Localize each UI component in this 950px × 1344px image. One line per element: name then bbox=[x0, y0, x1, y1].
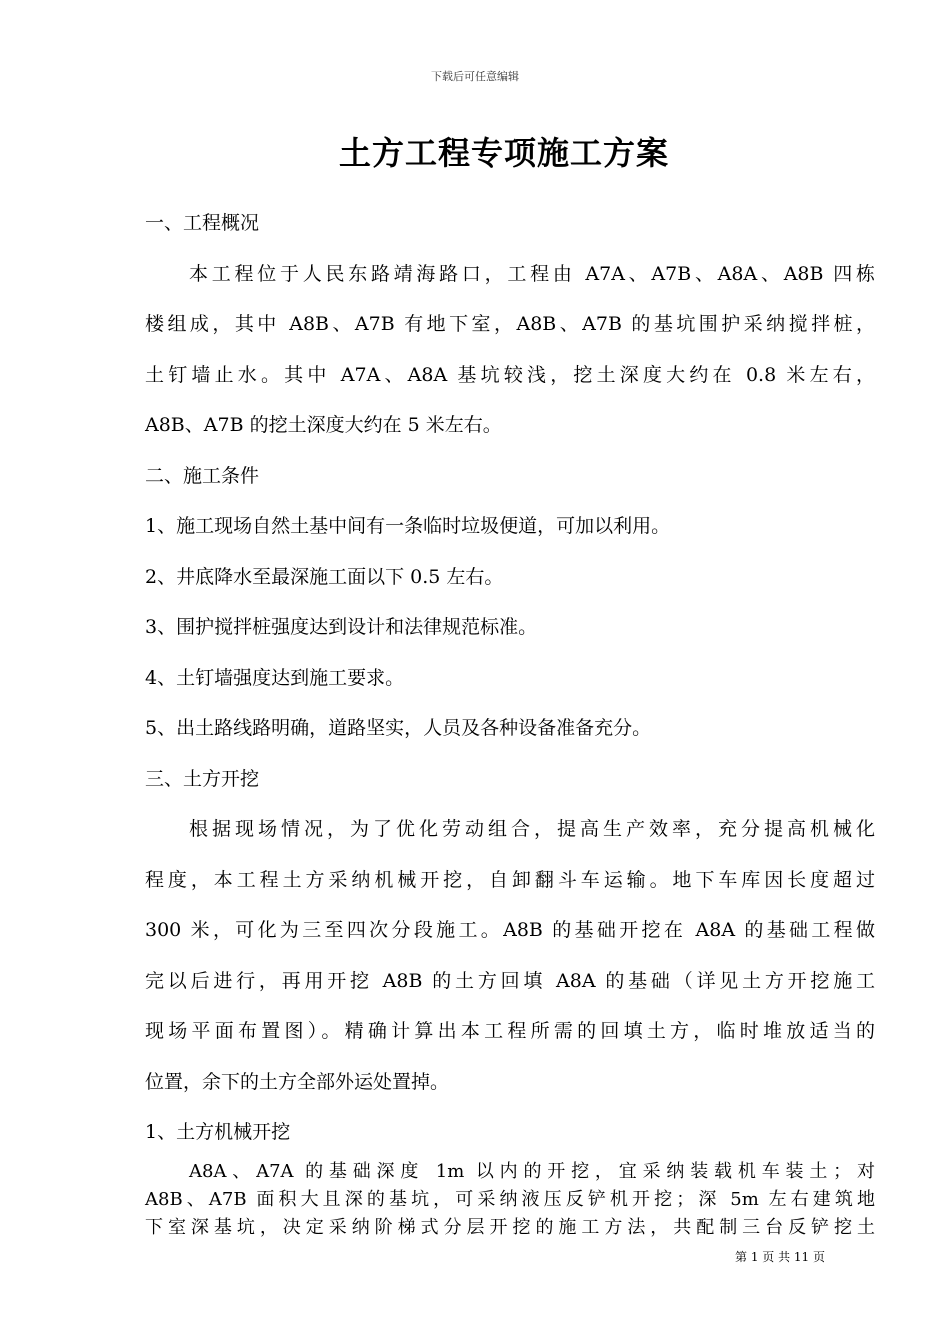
subsection-heading-mechanical-excavation: 1、土方机械开挖 bbox=[145, 1121, 291, 1143]
paragraph-line: 程度，本工程土方采纳机械开挖，自卸翻斗车运输。地下车库因长度超过 bbox=[145, 868, 875, 891]
paragraph-line: 根据现场情况，为了优化劳动组合，提高生产效率，充分提高机械化 bbox=[189, 818, 875, 840]
section-heading-excavation: 三、土方开挖 bbox=[145, 767, 260, 790]
header-note: 下载后可任意编辑 bbox=[431, 70, 519, 83]
paragraph-line: 楼组成，其中 A8B、A7B 有地下室，A8B、A7B 的基坑围护采纳搅拌桩， bbox=[145, 313, 875, 335]
section-heading-conditions: 二、施工条件 bbox=[145, 464, 260, 487]
document-body bbox=[145, 198, 875, 1242]
section-heading-overview: 一、工程概况 bbox=[145, 212, 260, 234]
list-item: 5、出土路线路明确，道路坚实，人员及各种设备准备充分。 bbox=[145, 717, 652, 739]
list-item: 1、施工现场自然土基中间有一条临时垃圾便道，可加以利用。 bbox=[145, 515, 671, 537]
paragraph-line: 位置，余下的土方全部外运处置掉。 bbox=[145, 1070, 450, 1093]
paragraph-line: 土钉墙止水。其中 A7A、A8A 基坑较浅，挖土深度大约在 0.8 米左右， bbox=[145, 363, 875, 386]
list-item: 4、土钉墙强度达到施工要求。 bbox=[145, 666, 405, 689]
document-title: 土方工程专项施工方案 bbox=[338, 134, 669, 172]
paragraph-line: 完以后进行，再用开挖 A8B 的土方回填 A8A 的基础（详见土方开挖施工 bbox=[145, 969, 875, 992]
paragraph-line: 下室深基坑，决定采纳阶梯式分层开挖的施工方法，共配制三台反铲挖土 bbox=[145, 1216, 875, 1238]
paragraph-line: A8A、A7A 的基础深度 1m 以内的开挖，宜采纳装载机车装土；对 bbox=[189, 1160, 875, 1182]
list-item: 2、井底降水至最深施工面以下 0.5 左右。 bbox=[145, 565, 504, 588]
paragraph-line: 本工程位于人民东路靖海路口，工程由 A7A、A7B、A8A、A8B 四栋 bbox=[189, 262, 875, 285]
paragraph-line: 现场平面布置图）。精确计算出本工程所需的回填土方，临时堆放适当的 bbox=[145, 1020, 875, 1042]
list-item: 3、围护搅拌桩强度达到设计和法律规范标准。 bbox=[145, 616, 538, 638]
paragraph-line: A8B、A7B 的挖土深度大约在 5 米左右。 bbox=[145, 414, 502, 436]
page-number-footer: 第 1 页 共 11 页 bbox=[735, 1250, 825, 1264]
paragraph-line: 300 米，可化为三至四次分段施工。A8B 的基础开挖在 A8A 的基础工程做 bbox=[145, 919, 875, 941]
subsection-paragraph bbox=[145, 1158, 875, 1242]
paragraph-line: A8B、A7B 面积大且深的基坑，可采纳液压反铲机开挖；深 5m 左右建筑地 bbox=[145, 1188, 875, 1210]
